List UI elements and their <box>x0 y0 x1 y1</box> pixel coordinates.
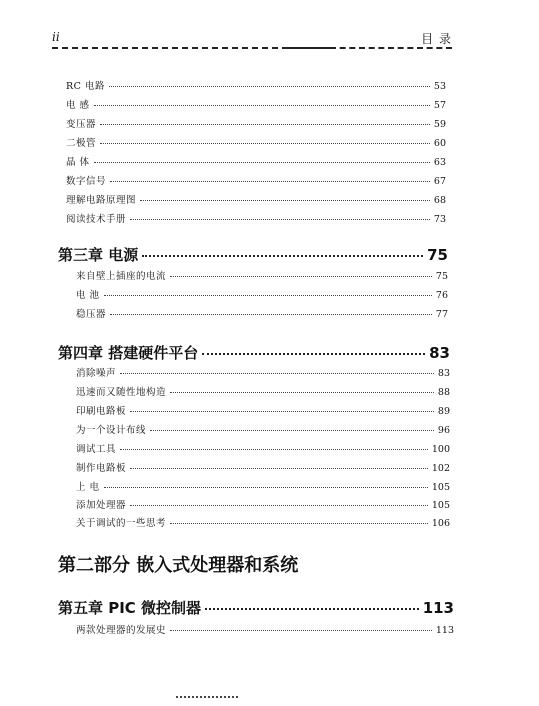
dot-leader <box>150 430 434 431</box>
toc-entry-page: 68 <box>433 195 446 206</box>
toc-entry-page: 76 <box>435 290 448 301</box>
dot-leader <box>109 86 430 87</box>
dot-leader <box>130 411 434 412</box>
toc-entry[interactable] <box>76 384 450 398</box>
toc-entry-page: 113 <box>435 625 454 636</box>
toc-entry[interactable] <box>66 192 446 206</box>
toc-entry-page: 53 <box>433 81 446 92</box>
toc-entry-label: 理解电路原理图 <box>66 195 137 206</box>
toc-entry-label: 消除噪声 <box>76 368 117 379</box>
toc-entry-label: 来自壁上插座的电流 <box>76 271 167 282</box>
toc-entry[interactable] <box>66 211 446 225</box>
header-rule-solid <box>288 47 330 49</box>
page-header <box>52 30 452 52</box>
chapter-title: 第五章 PIC 微控制器 <box>58 599 202 617</box>
toc-entry-label: 变压器 <box>66 119 97 130</box>
chapter-heading[interactable] <box>58 597 454 618</box>
dot-leader <box>170 392 434 393</box>
toc-entry-page: 73 <box>433 214 446 225</box>
dot-leader <box>170 276 432 277</box>
dot-leader <box>130 468 428 469</box>
toc-entry-page: 60 <box>433 138 446 149</box>
toc-entry-label: 二极管 <box>66 138 97 149</box>
toc-entry[interactable] <box>66 116 446 130</box>
header-rule-right <box>330 47 452 49</box>
dot-leader <box>104 295 432 296</box>
toc-entry-page: 105 <box>431 500 450 511</box>
toc-entry[interactable] <box>76 365 450 379</box>
toc-entry[interactable] <box>76 287 448 301</box>
dot-leader <box>104 487 428 488</box>
toc-entry-label: 添加处理器 <box>76 500 127 511</box>
toc-entry[interactable] <box>66 97 446 111</box>
toc-entry-label: 调试工具 <box>76 444 117 455</box>
dot-leader <box>202 353 425 355</box>
toc-entry-page: 75 <box>435 271 448 282</box>
dot-leader <box>100 124 430 125</box>
toc-entry[interactable] <box>76 306 448 320</box>
dot-leader <box>130 505 428 506</box>
toc-entry-page: 83 <box>437 368 450 379</box>
toc-entry-label: 电 池 <box>76 290 100 301</box>
dot-leader <box>100 143 430 144</box>
toc-entry-label: 印刷电路板 <box>76 406 127 417</box>
toc-entry[interactable] <box>66 173 446 187</box>
toc-entry-page: 89 <box>437 406 450 417</box>
toc-entry-label: 上 电 <box>76 482 100 493</box>
toc-entry-page: 57 <box>433 100 446 111</box>
toc-entry[interactable] <box>76 497 450 511</box>
toc-entry-page: 100 <box>431 444 450 455</box>
chapter-heading[interactable] <box>58 342 450 363</box>
dot-leader <box>94 162 430 163</box>
toc-entry-page: 102 <box>431 463 450 474</box>
toc-entry[interactable] <box>76 515 450 529</box>
part-title[interactable]: 第二部分 嵌入式处理器和系统 <box>58 555 299 576</box>
chapter-title: 第四章 搭建硬件平台 <box>58 344 199 362</box>
toc-entry-page: 96 <box>437 425 450 436</box>
toc-entry[interactable] <box>66 135 446 149</box>
chapter-page: 75 <box>427 246 448 264</box>
dot-leader <box>120 373 434 374</box>
page-number: ii <box>52 30 60 44</box>
dot-leader <box>142 255 423 257</box>
toc-entry-label: 稳压器 <box>76 309 107 320</box>
toc-entry-page: 59 <box>433 119 446 130</box>
scan-artifact <box>176 696 238 698</box>
chapter-heading[interactable] <box>58 244 448 265</box>
toc-entry-page: 88 <box>437 387 450 398</box>
dot-leader <box>130 219 430 220</box>
toc-entry-page: 63 <box>433 157 446 168</box>
toc-entry-label: 两款处理器的发展史 <box>76 625 167 636</box>
chapter-title: 第三章 电源 <box>58 246 139 264</box>
toc-entry[interactable] <box>76 422 450 436</box>
toc-entry[interactable] <box>66 154 446 168</box>
section-title: 目 录 <box>421 32 452 46</box>
toc-entry-label: 晶 体 <box>66 157 90 168</box>
dot-leader <box>94 105 430 106</box>
toc-entry-page: 106 <box>431 518 450 529</box>
chapter-page: 83 <box>429 344 450 362</box>
toc-entry-page: 67 <box>433 176 446 187</box>
chapter-page: 113 <box>422 599 454 617</box>
toc-entry-label: 电 感 <box>66 100 90 111</box>
toc-entry[interactable] <box>76 403 450 417</box>
toc-entry-page: 105 <box>431 482 450 493</box>
toc-entry-label: 关于调试的一些思考 <box>76 518 167 529</box>
dot-leader <box>140 200 430 201</box>
toc-entry-label: RC 电路 <box>66 81 105 92</box>
header-rule <box>52 47 288 49</box>
toc-entry-label: 数字信号 <box>66 176 107 187</box>
toc-entry[interactable] <box>76 622 454 636</box>
toc-entry-label: 阅读技术手册 <box>66 214 127 225</box>
toc-entry[interactable] <box>76 479 450 493</box>
dot-leader <box>110 314 432 315</box>
toc-entry-label: 迅速而又随性地构造 <box>76 387 167 398</box>
dot-leader <box>120 449 428 450</box>
toc-entry[interactable] <box>76 460 450 474</box>
dot-leader <box>205 608 419 610</box>
toc-entry[interactable] <box>76 441 450 455</box>
toc-entry-label: 为一个设计布线 <box>76 425 147 436</box>
toc-entry-page: 77 <box>435 309 448 320</box>
toc-entry[interactable] <box>66 78 446 92</box>
toc-entry-label: 制作电路板 <box>76 463 127 474</box>
dot-leader <box>170 630 432 631</box>
dot-leader <box>110 181 430 182</box>
dot-leader <box>170 523 428 524</box>
toc-entry[interactable] <box>76 268 448 282</box>
